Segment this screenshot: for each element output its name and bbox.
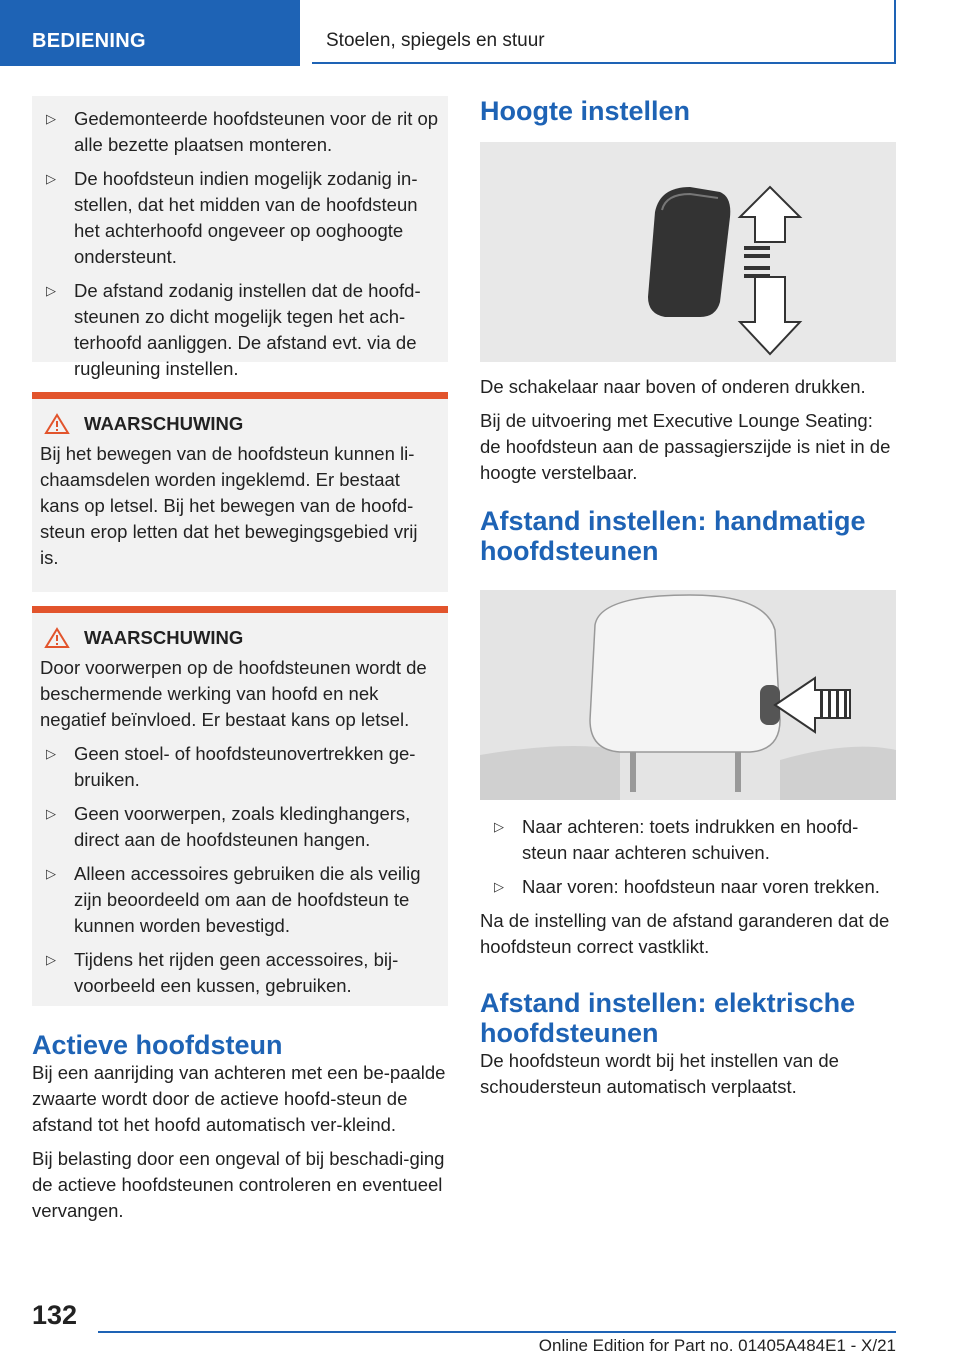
list-item: ▷ Alleen accessoires gebruiken die als veilig zijn beoordeeld om aan de hoofdsteun te kunnen worden bevestigd. — [46, 863, 421, 936]
warning-list — [32, 741, 440, 999]
section-heading: Hoogte instellen — [480, 96, 691, 126]
triangle-bullet-icon: ▷ — [46, 171, 56, 186]
triangle-bullet-icon: ▷ — [46, 283, 56, 298]
warning-box-1 — [32, 392, 448, 592]
height-switch-illustration — [480, 142, 896, 362]
paragraph: Bij de uitvoering met Executive Lounge Seating: de hoofdsteun aan de passagierszijde is niet in de hoogte verstelbaar. — [480, 410, 891, 483]
page-number: 132 — [32, 1300, 78, 1330]
list-item: ▷ Tijdens het rijden geen accessoires, bij‐voorbeeld een kussen, gebruiken. — [46, 949, 399, 996]
warning-box-2 — [32, 606, 448, 1006]
triangle-bullet-icon: ▷ — [46, 866, 56, 881]
intro-list — [32, 106, 440, 382]
paragraph: Bij belasting door een ongeval of bij beschadi‐ging de actieve hoofdsteunen controleren en eventueel vervangen. — [32, 1148, 445, 1221]
warning-heading: WAARSCHUWING — [40, 625, 440, 651]
list-item: ▷ Geen stoel- of hoofdsteunovertrekken ge‐bruiken. — [46, 743, 416, 790]
section-title: BEDIENING — [32, 30, 146, 52]
warning-text: Bij het bewegen van de hoofdsteun kunnen li‐chaamsdelen worden ingeklemd. Er bestaat kans op letsel. Bij het bewegen van de hoofd‐steun erop letten dat het bewegingsgebied vrij is. — [40, 443, 418, 568]
paragraph: Na de instelling van de afstand garanderen dat de hoofdsteun correct vastklikt. — [480, 910, 890, 957]
warning-triangle-icon — [44, 627, 70, 649]
list-item: ▷ Naar voren: hoofdsteun naar voren trekken. — [480, 874, 896, 900]
triangle-bullet-icon: ▷ — [494, 819, 504, 834]
chapter-header — [312, 0, 896, 64]
footer-rule — [98, 1331, 896, 1333]
list-item: ▷ De hoofdsteun indien mogelijk zodanig in‐stellen, dat het midden van de hoofdsteun het achterhoofd ongeveer op ooghoogte ondersteunt. — [46, 168, 418, 267]
manual-list — [480, 814, 896, 900]
headrest-illustration — [480, 590, 896, 800]
list-item: ▷ Geen voorwerpen, zoals kledinghangers, direct aan de hoofdsteunen hangen. — [46, 803, 411, 850]
section-heading: Actieve hoofdsteun — [32, 1030, 283, 1060]
triangle-bullet-icon: ▷ — [46, 952, 56, 967]
section-heading: Afstand instellen: elektrische hoofdsteunen — [480, 988, 856, 1048]
right-column — [480, 96, 896, 1108]
list-item: ▷ De afstand zodanig instellen dat de hoofd‐steunen zo dicht mogelijk tegen het ach‐terhoofd aanliggen. De afstand evt. via de rugleuning instellen. — [46, 280, 421, 379]
intro-box — [32, 96, 448, 379]
triangle-bullet-icon: ▷ — [494, 879, 504, 894]
height-switch-icon — [480, 142, 896, 362]
triangle-bullet-icon: ▷ — [46, 806, 56, 821]
list-item: ▷ Naar achteren: toets indrukken en hoofd‐steun naar achteren schuiven. — [494, 816, 859, 863]
section-heading: Afstand instellen: handmatige hoofdsteunen — [480, 506, 866, 566]
paragraph: Bij een aanrijding van achteren met een be‐paalde zwaarte wordt door de actieve hoofd‐steun de afstand tot het hoofd automatisch ver‐kleind. — [32, 1062, 446, 1135]
active-section — [32, 1030, 448, 1224]
triangle-bullet-icon: ▷ — [46, 111, 56, 126]
list-item: ▷ Gedemonteerde hoofdsteunen voor de rit op alle bezette plaatsen monteren. — [46, 108, 439, 155]
triangle-bullet-icon: ▷ — [46, 746, 56, 761]
chapter-title: Stoelen, spiegels en stuur — [326, 30, 545, 51]
left-column — [32, 96, 448, 1232]
headrest-icon — [480, 590, 896, 800]
edition-text: Online Edition for Part no. 01405A484E1 - X/21 — [538, 1336, 896, 1355]
warning-heading: WAARSCHUWING — [40, 411, 440, 437]
section-tab — [0, 0, 300, 66]
warning-triangle-icon — [44, 413, 70, 435]
paragraph: De schakelaar naar boven of onderen drukken. — [480, 376, 866, 397]
warning-text: Door voorwerpen op de hoofdsteunen wordt de beschermende werking van hoofd en nek negatief beïnvloed. Er bestaat kans op letsel. — [40, 657, 427, 730]
paragraph: De hoofdsteun wordt bij het instellen van de schoudersteun automatisch verplaatst. — [480, 1050, 839, 1097]
